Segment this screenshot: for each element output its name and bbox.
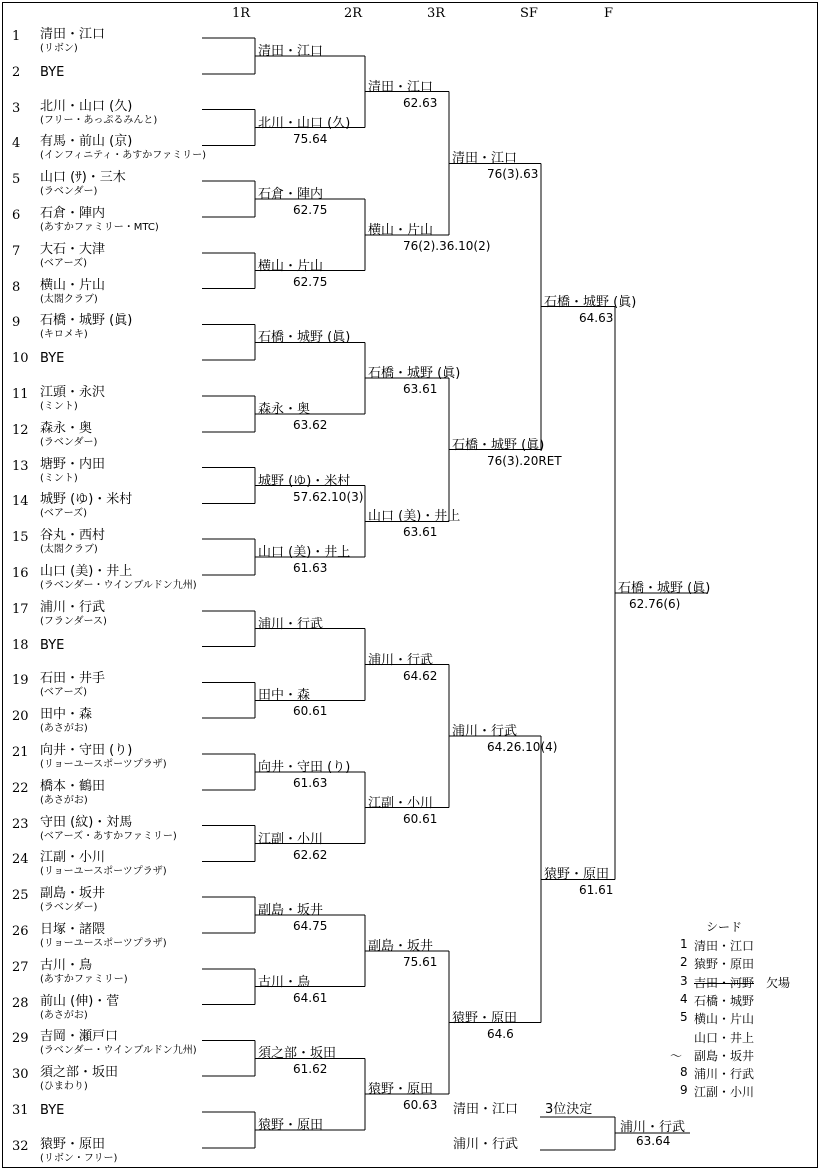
- entry-number: 4: [12, 136, 21, 152]
- entry-name: BYE: [40, 637, 65, 653]
- r2-winner: 浦川・行武: [368, 652, 434, 668]
- entry-number: 7: [12, 243, 21, 259]
- entry-name: 猿野・原田: [40, 1136, 106, 1152]
- r1-winner: 森永・奥: [258, 401, 311, 417]
- entry-number: 11: [12, 387, 29, 402]
- r1-score: 61.63: [293, 561, 328, 576]
- r2-winner: 横山・片山: [368, 222, 434, 238]
- entry-number: 23: [12, 816, 29, 832]
- entry-number: 22: [12, 780, 29, 796]
- entry-name: 山口 (美)・井上: [40, 564, 133, 579]
- sf-winner: 石橋・城野 (眞): [544, 294, 637, 310]
- r2-score: 63.61: [403, 382, 438, 397]
- seed-number: 4: [680, 991, 688, 1006]
- entry-number: 29: [12, 1031, 29, 1047]
- entry-name: 日塚・諸隈: [40, 922, 106, 937]
- seed-number: 2: [680, 955, 688, 970]
- entry-name: 横山・片山: [40, 277, 106, 293]
- entry-club: (ミント): [40, 472, 78, 484]
- entry-club: (キロメキ): [40, 329, 88, 341]
- entry-number: 12: [12, 422, 29, 438]
- entry-number: 17: [12, 601, 29, 617]
- entry-name: 有馬・前山 (京): [40, 134, 133, 150]
- entry-club: (あすかファミリー): [40, 973, 128, 985]
- entry-name: 谷丸・西村: [40, 528, 106, 544]
- entry-club: (ベアーズ): [40, 508, 88, 520]
- entry-name: BYE: [40, 1103, 65, 1118]
- third-place-player-1: 清田・江口: [453, 1102, 519, 1117]
- r1-score: 64.75: [293, 919, 328, 934]
- r2-winner: 山口 (美)・井上: [368, 509, 461, 525]
- r1-winner: 猿野・原田: [258, 1117, 324, 1133]
- r1-winner: 古川・鳥: [258, 974, 311, 990]
- entry-number: 18: [12, 637, 29, 653]
- r2-score: 63.61: [403, 525, 438, 540]
- entry-club: (ベアーズ): [40, 257, 88, 269]
- entry-number: 32: [12, 1138, 29, 1154]
- entry-club: (太閤クラブ): [40, 293, 98, 305]
- r1-score: 60.61: [293, 704, 328, 719]
- entry-name: 北川・山口 (久): [40, 98, 133, 114]
- entry-name: 石倉・陣内: [40, 206, 106, 221]
- entry-name: 城野 (ゆ)・米村: [40, 492, 133, 508]
- r2-winner: 猿野・原田: [368, 1082, 434, 1098]
- r2-winner: 清田・江口: [368, 79, 434, 95]
- r1-score: 57.62.10(3): [293, 489, 364, 504]
- entry-number: 2: [12, 64, 21, 80]
- entry-number: 31: [12, 1103, 29, 1118]
- seed-title: シード: [706, 920, 743, 934]
- r1-score: 62.75: [293, 203, 328, 218]
- r2-winner: 石橋・城野 (眞): [368, 366, 461, 382]
- third-place-label: 3位決定: [545, 1102, 593, 1117]
- entry-name: BYE: [40, 64, 65, 80]
- entry-name: 浦川・行武: [40, 599, 106, 615]
- sf-winner: 猿野・原田: [544, 867, 610, 883]
- entry-club: (ひまわり): [40, 1081, 88, 1093]
- seed-number: 9: [680, 1083, 688, 1098]
- entry-name: 大石・大津: [40, 241, 106, 257]
- round-header-f: F: [604, 6, 614, 21]
- entry-name: 塘野・内田: [40, 456, 106, 472]
- r2-winner: 江副・小川: [368, 795, 434, 811]
- entry-club: (あさがお): [40, 723, 88, 735]
- entry-name: 古川・鳥: [40, 957, 93, 973]
- entry-number: 1: [12, 29, 21, 44]
- entry-number: 9: [12, 315, 21, 331]
- entry-number: 20: [12, 709, 29, 725]
- r3-score: 64.26.10(4): [487, 740, 558, 755]
- entry-number: 16: [12, 566, 29, 581]
- entry-name: 守田 (紋)・対馬: [40, 814, 133, 830]
- entry-name: 須之部・坂田: [40, 1065, 119, 1081]
- entry-club: (ラベンダー): [40, 186, 98, 198]
- entry-club: (あさがお): [40, 1009, 88, 1021]
- entry-club: (リョーユースポーツプラザ): [40, 866, 167, 878]
- r1-winner: 山口 (美)・井上: [258, 545, 351, 561]
- round-header-1r: 1R: [232, 6, 251, 21]
- r1-winner: 清田・江口: [258, 43, 324, 59]
- r3-score: 76(3).20RET: [487, 453, 562, 468]
- r3-score: 64.6: [487, 1026, 514, 1041]
- r3-winner: 浦川・行武: [452, 724, 518, 740]
- entry-club: (ベアーズ): [40, 687, 88, 699]
- entry-club: (リョーユースポーツプラザ): [40, 759, 167, 770]
- r2-score: 76(2).36.10(2): [403, 238, 491, 253]
- sf-score: 61.61: [579, 883, 614, 898]
- entry-number: 14: [12, 494, 29, 510]
- entry-name: BYE: [40, 351, 65, 367]
- entry-club: (リボン): [40, 43, 78, 54]
- entry-number: 26: [12, 924, 29, 939]
- r1-score: 62.62: [293, 847, 328, 862]
- final-score: 62.76(6): [629, 596, 681, 611]
- entry-number: 6: [12, 208, 21, 223]
- r1-score: 61.63: [293, 775, 328, 790]
- entry-name: 向井・守田 (り): [40, 743, 133, 758]
- round-header-3r: 3R: [427, 6, 446, 21]
- sf-score: 64.63: [579, 310, 614, 325]
- round-header-sf: SF: [520, 6, 538, 21]
- r1-score: 61.62: [293, 1062, 328, 1077]
- r3-winner: 清田・江口: [452, 151, 518, 167]
- entry-number: 27: [12, 959, 29, 975]
- entry-name: 江頭・永沢: [40, 385, 106, 400]
- seed-name: 横山・片山: [694, 1012, 755, 1027]
- entry-club: (ベアーズ・あすかファミリー): [40, 830, 177, 842]
- r1-winner: 江副・小川: [258, 831, 324, 847]
- seed-name: 石橋・城野: [694, 993, 755, 1008]
- entry-name: 吉岡・瀬戸口: [40, 1029, 119, 1045]
- r2-winner: 副島・坂井: [368, 938, 434, 954]
- r1-winner: 石倉・陣内: [258, 187, 324, 203]
- r2-score: 75.61: [403, 954, 438, 969]
- entry-number: 28: [12, 995, 29, 1011]
- r1-winner: 北川・山口 (久): [258, 115, 351, 131]
- entry-name: 森永・奥: [40, 420, 93, 436]
- entry-club: (ラベンダー): [40, 902, 98, 914]
- entry-name: 石橋・城野 (眞): [40, 313, 133, 329]
- r1-winner: 横山・片山: [258, 258, 324, 274]
- entry-club: (太閤クラブ): [40, 544, 98, 556]
- third-place-player-2: 浦川・行武: [453, 1137, 519, 1152]
- seed-name: 吉田・河野: [694, 975, 755, 990]
- r1-winner: 浦川・行武: [258, 616, 324, 632]
- r1-winner: 副島・坂井: [258, 903, 324, 919]
- seed-name: 浦川・行武: [694, 1067, 755, 1082]
- r1-score: 63.62: [293, 417, 328, 432]
- third-place-score: 63.64: [636, 1134, 671, 1148]
- entry-name: 清田・江口: [40, 27, 106, 42]
- r1-winner: 城野 (ゆ)・米村: [258, 473, 351, 489]
- r2-score: 60.63: [403, 1098, 438, 1113]
- entry-club: (フランダース): [40, 615, 107, 627]
- entry-number: 10: [12, 351, 29, 367]
- entry-number: 19: [12, 673, 29, 689]
- r2-score: 64.62: [403, 668, 438, 683]
- r1-winner: 向井・守田 (り): [258, 759, 351, 775]
- seed-number: 5: [680, 1010, 688, 1025]
- r1-score: 64.61: [293, 990, 328, 1005]
- entry-number: 15: [12, 530, 29, 546]
- entry-name: 田中・森: [40, 707, 93, 723]
- entry-name: 橋本・鶴田: [40, 778, 106, 794]
- seed-name: 江副・小川: [694, 1085, 755, 1100]
- entry-number: 8: [12, 279, 21, 295]
- round-header-2r: 2R: [344, 6, 363, 21]
- entry-name: 石田・井手: [40, 671, 106, 687]
- entry-number: 3: [12, 100, 21, 116]
- entry-number: 21: [12, 745, 29, 760]
- entry-club: (ミント): [40, 401, 78, 412]
- entry-number: 13: [12, 458, 29, 474]
- entry-club: (ラベンダー): [40, 436, 98, 448]
- entry-club: (あすかファミリー・MTC): [40, 222, 159, 233]
- entry-club: (ラベンダー・ウインブルドン九州): [40, 1045, 197, 1057]
- r3-score: 76(3).63: [487, 167, 539, 182]
- seed-name: 清田・江口: [694, 939, 755, 953]
- entry-club: (フリー・あっぷるみんと): [40, 114, 158, 126]
- entry-name: 山口 (ｻ)・三木: [40, 170, 126, 186]
- entry-number: 24: [12, 852, 29, 868]
- r1-winner: 須之部・坂田: [258, 1046, 337, 1062]
- r3-winner: 石橋・城野 (眞): [452, 437, 545, 453]
- r1-score: 75.64: [293, 131, 328, 146]
- entry-name: 江副・小川: [40, 850, 106, 866]
- seed-number: ～: [670, 1048, 683, 1063]
- r1-score: 62.75: [293, 274, 328, 289]
- entry-number: 5: [12, 172, 21, 188]
- seed-name: 副島・坂井: [694, 1048, 755, 1063]
- seed-number: 8: [680, 1065, 688, 1080]
- seed-name: 猿野・原田: [694, 957, 755, 972]
- r1-winner: 田中・森: [258, 688, 311, 704]
- r3-winner: 猿野・原田: [452, 1010, 518, 1026]
- entry-number: 30: [12, 1067, 29, 1083]
- entry-number: 25: [12, 888, 29, 904]
- final-winner: 石橋・城野 (眞): [618, 580, 711, 596]
- seed-number: 3: [680, 973, 688, 988]
- entry-club: (リョーユースポーツプラザ): [40, 938, 167, 949]
- entry-club: (リボン・フリー): [40, 1152, 118, 1164]
- entry-club: (インフィニティ・あすかファミリー): [40, 150, 207, 162]
- entry-club: (あさがお): [40, 794, 88, 806]
- entry-name: 前山 (伸)・菅: [40, 993, 120, 1009]
- r1-winner: 石橋・城野 (眞): [258, 330, 351, 346]
- r2-score: 60.61: [403, 811, 438, 826]
- third-place-winner: 浦川・行武: [620, 1120, 686, 1135]
- r2-score: 62.63: [403, 95, 438, 110]
- entry-name: 副島・坂井: [40, 886, 106, 902]
- seed-note: 欠場: [766, 975, 791, 990]
- seed-number: 1: [680, 937, 688, 951]
- seed-name: 山口・井上: [694, 1030, 755, 1045]
- entry-club: (ラベンダー・ウインブルドン九州): [40, 580, 197, 591]
